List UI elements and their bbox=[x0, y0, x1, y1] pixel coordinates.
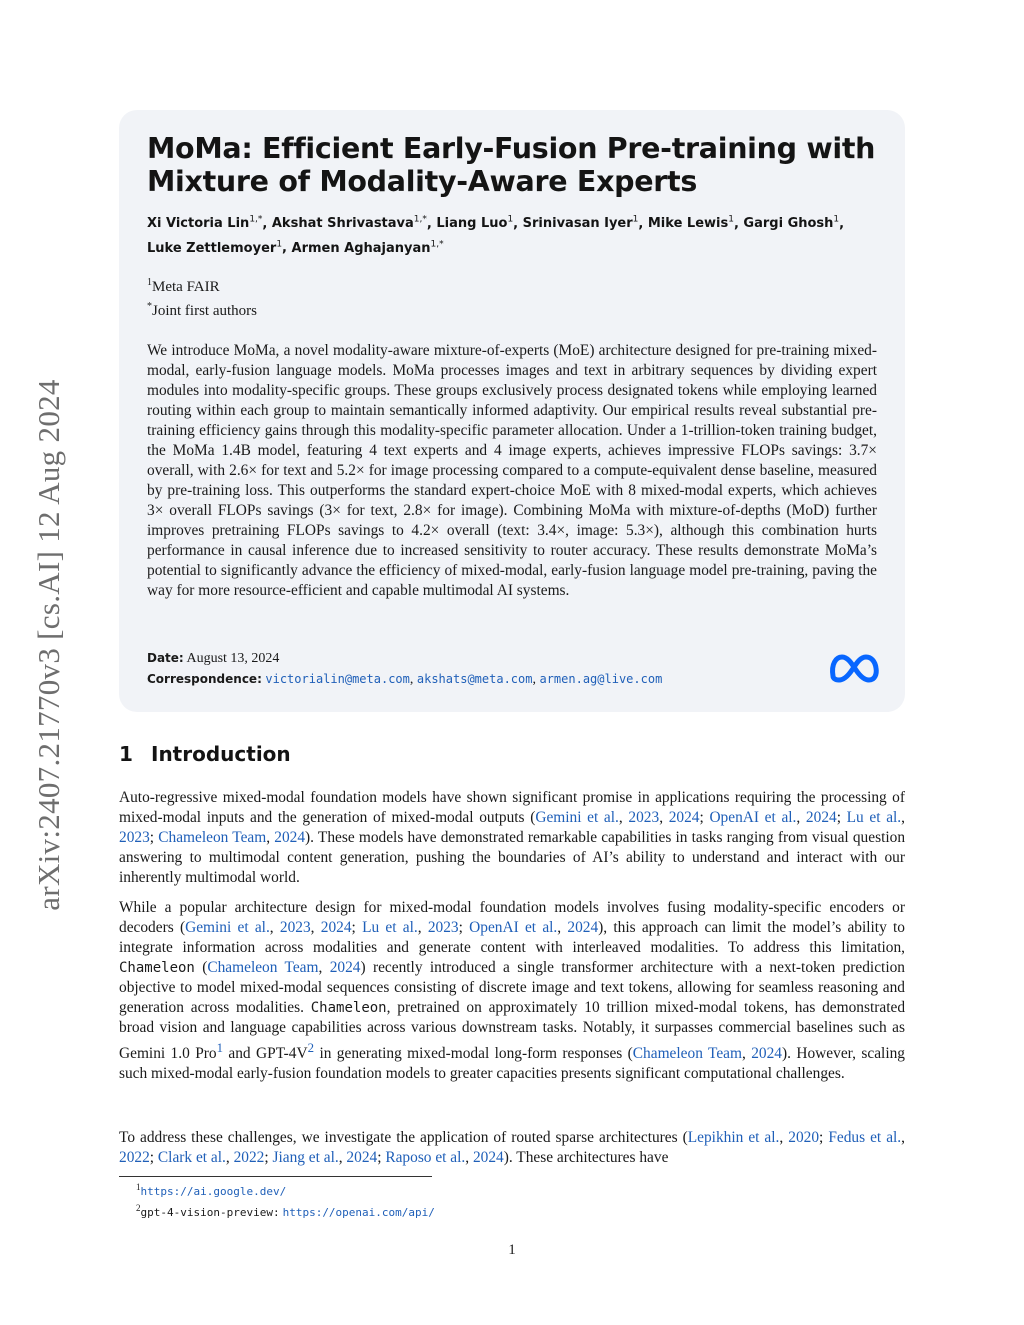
citation-link[interactable]: 2024 bbox=[751, 1045, 782, 1063]
citation-link[interactable]: 2022 bbox=[119, 1149, 150, 1166]
meta-logo-infinity bbox=[833, 657, 877, 680]
citation-link[interactable]: Gemini et al. bbox=[185, 919, 270, 936]
author-list: Xi Victoria Lin$^{1,*}$, Akshat Shrivastava$^{1,*}$, Liang Luo$^1$, Srinivasan Iyer$^1$, Mike Lewis$^1$, Gargi Ghosh$^1$, Luke Zettlemoyer$^1$, Armen Aghajanyan$^{1,*}$ bbox=[147, 215, 845, 256]
author bbox=[523, 216, 639, 231]
author-name: Mike Lewis bbox=[647, 216, 729, 232]
paper-metadata bbox=[147, 648, 662, 690]
footnote-mark: 2 bbox=[136, 1203, 141, 1213]
citation-link[interactable]: 2024 bbox=[329, 959, 361, 976]
joint-authors-note bbox=[147, 297, 877, 321]
footnotes bbox=[136, 1179, 435, 1221]
paragraph-1 bbox=[119, 788, 905, 888]
citation-link[interactable]: 2024 bbox=[320, 919, 352, 936]
footnote-2 bbox=[136, 1200, 435, 1221]
citation-link[interactable]: 2023 bbox=[628, 809, 660, 826]
author-name: Xi Victoria Lin bbox=[147, 216, 250, 232]
page-number: 1 bbox=[508, 1242, 516, 1258]
author-affiliation-mark: 1 bbox=[632, 215, 639, 225]
footnote-text: gpt-4-vision-preview: bbox=[140, 1206, 280, 1219]
citation-link[interactable]: Jiang et al. bbox=[272, 1149, 339, 1166]
author-name: Srinivasan Iyer bbox=[522, 216, 633, 232]
author-affiliation-mark: 1,* bbox=[413, 215, 427, 225]
citation-link[interactable]: Chameleon Team bbox=[207, 959, 319, 976]
model-name: Chameleon bbox=[310, 1000, 387, 1016]
date-value: August 13, 2024 bbox=[186, 651, 280, 666]
model-name: Chameleon bbox=[119, 960, 195, 976]
footnote-ref[interactable]: 2 bbox=[307, 1041, 315, 1055]
author-name: Gargi Ghosh bbox=[743, 216, 834, 232]
email-link[interactable]: akshats@meta.com bbox=[416, 672, 533, 686]
citation-link[interactable]: Raposo et al. bbox=[385, 1149, 466, 1166]
footnote-link[interactable]: https://ai.google.dev/ bbox=[140, 1185, 287, 1198]
section-number: 1 bbox=[119, 742, 133, 766]
citation-link[interactable]: 2023 bbox=[119, 829, 150, 846]
abstract-box bbox=[119, 110, 905, 712]
section-heading bbox=[119, 742, 291, 766]
abstract-text: We introduce MoMa, a novel modality-aware mixture-of-experts (MoE) architecture designed for pre-training mixed-modal, early-fusion language models. MoMa processes images and text in arbitrary sequences by dividing expert modules into modality-specific groups. These groups exclusively process designated tokens while employing learned routing within each group to maintain semantically informed adaptivity. Our empirical results reveal substantial pre-training efficiency gains through this modality-specific parameter allocation. Under a 1-trillion-token training budget, the MoMa 1.4B model, featuring 4 text experts and 4 image experts, achieves impressive FLOPs savings: 3.7× overall, with 2.6× for text and 5.2× for image processing compared to a compute-equivalent dense baseline, measured by pre-training loss. This outperforms the standard expert-choice MoE with 8 mixed-modal experts, which achieves 3× overall FLOPs savings (3× for text, 2.8× for image). Combining MoMa with mixture-of-depths (MoD) further improves pretraining FLOPs savings to 4.2× overall (text: 3.4×, image: 5.3×), although this combination hurts performance in causal inference due to increased sensitivity to router accuracy. These results demonstrate MoMa’s potential to significantly advance the efficiency of mixed-modal, early-fusion language model pre-training, paving the way for more resource-efficient and capable multimodal AI systems. bbox=[147, 341, 877, 599]
paragraph-2-text: While a popular architecture design for mixed-modal foundation models involves fusing modality-specific encoders or decoders (Gemini et al., 2023, 2024; Lu et al., 2023; OpenAI et al., 2024), this approach can limit the model’s ability to integrate information across modalities and generate content with interleaved modalities. To address this limitation, Chameleon (Chameleon Team, 2024) recently introduced a single transformer architecture with a next-token prediction objective to model mixed-modal sequences consisting of discrete image and text tokens, allowing for seamless reasoning and generation across modalities. Chameleon, pretrained on approximately 10 trillion mixed-modal tokens, has demonstrated broad vision and language capabilities across various downstream tasks. Notably, it surpasses commercial baselines such as Gemini 1.0 Pro$^1$ and GPT-4V$^2$ in generating mixed-modal long-form responses (Chameleon Team, 2024). However, scaling such mixed-modal early-fusion foundation models to greater capacities presents significant computational challenges. bbox=[119, 899, 906, 1083]
meta-logo-icon bbox=[827, 650, 881, 686]
arxiv-identifier-text: arXiv:2407.21770v3 [cs.AI] 12 Aug 2024 bbox=[31, 379, 66, 911]
citation-link[interactable]: Lu et al. bbox=[362, 919, 418, 936]
paragraph-2 bbox=[119, 898, 905, 1084]
author-affiliation-mark: 1 bbox=[276, 239, 283, 250]
author bbox=[292, 241, 444, 256]
footnote-link[interactable]: https://openai.com/api/ bbox=[282, 1206, 435, 1219]
author-name: Armen Aghajanyan bbox=[291, 240, 431, 256]
citation-link[interactable]: 2024 bbox=[567, 919, 599, 936]
citation-link[interactable]: 2023 bbox=[279, 919, 311, 936]
citation-link[interactable]: Lepikhin et al. bbox=[687, 1129, 780, 1146]
citation-link[interactable]: Lu et al. bbox=[846, 809, 902, 826]
footnote-mark: 1 bbox=[136, 1182, 141, 1192]
footnote-1 bbox=[136, 1179, 435, 1200]
citation-link[interactable]: 2023 bbox=[427, 919, 459, 936]
author bbox=[147, 216, 262, 231]
paragraph-3 bbox=[119, 1128, 905, 1168]
paper-title: MoMa: Efficient Early-Fusion Pre-training with Mixture of Modality-Aware Experts bbox=[147, 132, 876, 198]
author-affiliation-mark: 1 bbox=[507, 215, 514, 225]
citation-link[interactable]: 2024 bbox=[805, 809, 837, 826]
email-link[interactable]: armen.ag@live.com bbox=[539, 672, 663, 686]
section-title-text: Introduction bbox=[151, 742, 291, 766]
author-name: Luke Zettlemoyer bbox=[147, 240, 277, 256]
arxiv-identifier bbox=[14, 355, 84, 935]
author bbox=[648, 216, 734, 231]
correspondence-label: Correspondence: bbox=[147, 672, 262, 686]
affiliation bbox=[147, 273, 877, 297]
citation-link[interactable]: 2020 bbox=[788, 1129, 820, 1146]
date-line bbox=[147, 648, 662, 669]
date-label: Date: bbox=[147, 651, 184, 665]
email-link[interactable]: victorialin@meta.com bbox=[265, 672, 410, 686]
author-name: Liang Luo bbox=[436, 216, 508, 232]
citation-link[interactable]: OpenAI et al. bbox=[469, 919, 558, 936]
author bbox=[436, 216, 513, 231]
affiliation-mark: 1 bbox=[147, 276, 152, 288]
citation-link[interactable]: 2024 bbox=[274, 829, 306, 846]
citation-link[interactable]: Clark et al. bbox=[157, 1149, 226, 1166]
citation-link[interactable]: OpenAI et al. bbox=[709, 809, 797, 826]
joint-note-mark: * bbox=[147, 300, 152, 312]
author bbox=[272, 216, 427, 231]
citation-link[interactable]: 2024 bbox=[472, 1149, 504, 1166]
paragraph-1-text: Auto-regressive mixed-modal foundation models have shown significant promise in applications requiring the processing of mixed-modal inputs and the generation of mixed-modal outputs (Gemini et al., 2023, 2024; OpenAI et al., 2024; Lu et al., 2023; Chameleon Team, 2024). These models have demonstrated remarkable capabilities in tasks ranging from visual question answering to multimodal content generation, pushing the boundaries of AI’s ability to understand and interact with our inherently multimodal world. bbox=[119, 789, 906, 886]
author-affiliation-mark: 1 bbox=[833, 215, 840, 225]
author-affiliation-mark: 1,* bbox=[249, 215, 263, 225]
citation-link[interactable]: 2024 bbox=[668, 809, 700, 826]
joint-note-text: Joint first authors bbox=[152, 302, 257, 319]
author-affiliation-mark: 1,* bbox=[430, 239, 444, 250]
citation-link[interactable]: Fedus et al. bbox=[828, 1129, 902, 1146]
correspondence-line: Correspondence: victorialin@meta.com, akshats@meta.com, armen.ag@live.com bbox=[147, 672, 663, 687]
citation-link[interactable]: 2024 bbox=[346, 1149, 378, 1166]
citation-link[interactable]: Chameleon Team bbox=[632, 1045, 742, 1063]
paragraph-3-text: To address these challenges, we investigate the application of routed sparse architectures (Lepikhin et al., 2020; Fedus et al., 2022; Clark et al., 2022; Jiang et al., 2024; Raposo et al., 2024). These architectures have bbox=[119, 1129, 906, 1166]
footnote-ref[interactable]: 1 bbox=[216, 1041, 223, 1055]
affiliation-text: Meta FAIR bbox=[152, 278, 220, 295]
author-name: Akshat Shrivastava bbox=[271, 216, 414, 232]
author bbox=[147, 241, 282, 256]
author bbox=[743, 216, 839, 231]
citation-link[interactable]: Chameleon Team bbox=[158, 829, 267, 846]
citation-link[interactable]: 2022 bbox=[233, 1149, 265, 1166]
footnote-rule bbox=[119, 1176, 432, 1177]
citation-link[interactable]: Gemini et al. bbox=[535, 809, 619, 826]
author-affiliation-mark: 1 bbox=[728, 215, 734, 225]
affiliation-block bbox=[147, 273, 877, 321]
